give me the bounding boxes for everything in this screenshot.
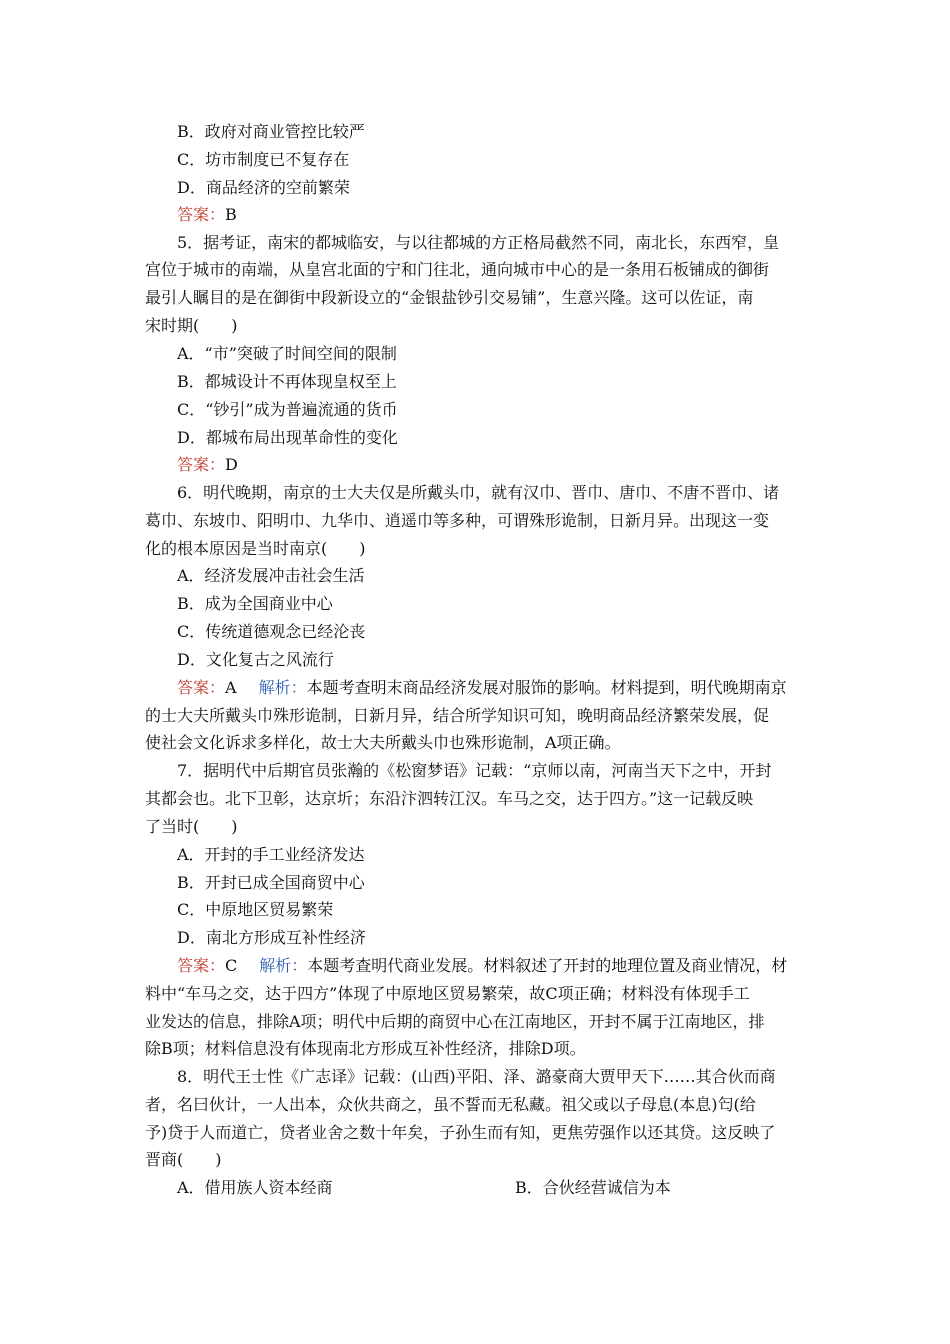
q7-stem-line-3: 了当时( ) <box>145 817 238 836</box>
q7-option-a: A．开封的手工业经济发达 <box>177 845 365 864</box>
q8-stem-line-2: 者，名曰伙计，一人出本，众伙共商之，虽不誓而无私藏。祖父或以子母息(本息)匄(给 <box>145 1095 756 1114</box>
analysis-text: 本题考查明代商业发展。材料叙述了开封的地理位置及商业情况，材 <box>307 956 788 975</box>
analysis-label: 解析： <box>259 956 308 975</box>
q7-analysis-line-3: 业发达的信息，排除A项；明代中后期的商贸中心在江南地区，开封不属于江南地区，排 <box>145 1012 765 1031</box>
q7-analysis-line-4: 除B项；材料信息没有体现南北方形成互补性经济，排除D项。 <box>145 1039 586 1058</box>
q4-option-d: D．商品经济的空前繁荣 <box>177 178 350 197</box>
q6-option-d: D．文化复古之风流行 <box>177 650 334 669</box>
q5-stem-line-4: 宋时期( ) <box>145 316 238 335</box>
q6-option-b: B．成为全国商业中心 <box>177 594 333 613</box>
q6-stem-line-2: 葛巾、东坡巾、阳明巾、九华巾、逍遥巾等多种，可谓殊形诡制，日新月异。出现这一变 <box>145 511 770 530</box>
q7-stem-line-2: 其都会也。北下卫彰，达京圻；东沿汴泗转江汉。车马之交，达于四方。”这一记载反映 <box>145 789 754 808</box>
q8-stem-line-1: 8．明代王士性《广志译》记载：(山西)平阳、泽、潞豪商大贾甲天下……其合伙而商 <box>177 1067 776 1086</box>
analysis-label: 解析： <box>258 678 307 697</box>
q8-stem-line-4: 晋商( ) <box>145 1150 222 1169</box>
answer-label: 答案： <box>177 678 226 697</box>
q5-option-a: A．“市”突破了时间空间的限制 <box>177 344 397 363</box>
q8-stem-line-3: 予)贷于人而道亡，贷者业舍之数十年矣，子孙生而有知，更焦劳强作以还其贷。这反映了 <box>145 1123 776 1142</box>
q7-analysis-line-2: 料中“车马之交，达于四方”体现了中原地区贸易繁荣，故C项正确；材料没有体现手工 <box>145 984 750 1003</box>
answer-value: A <box>225 678 237 697</box>
answer-value: C <box>225 956 238 975</box>
q5-option-c: C．“钞引”成为普遍流通的货币 <box>177 400 398 419</box>
answer-value: D <box>225 455 238 474</box>
q5-option-b: B．都城设计不再体现皇权至上 <box>177 372 397 391</box>
answer-label: 答案： <box>177 455 226 474</box>
q6-analysis-line-3: 使社会文化诉求多样化，故士大夫所戴头巾也殊形诡制，A项正确。 <box>145 733 621 752</box>
answer-label: 答案： <box>177 956 226 975</box>
answer-label: 答案： <box>177 205 226 224</box>
q6-stem-line-3: 化的根本原因是当时南京( ) <box>145 539 366 558</box>
q6-option-a: A．经济发展冲击社会生活 <box>177 566 365 585</box>
q7-option-b: B．开封已成全国商贸中心 <box>177 873 365 892</box>
q4-option-c: C．坊市制度已不复存在 <box>177 150 350 169</box>
q4-answer <box>177 205 810 225</box>
q5-stem-line-2: 宫位于城市的南端，从皇宫北面的宁和门往北，通向城市中心的是一条用石板铺成的御街 <box>145 260 770 279</box>
q5-option-d: D．都城布局出现革命性的变化 <box>177 428 398 447</box>
q8-option-b: B．合伙经营诚信为本 <box>515 1178 671 1197</box>
q5-stem-line-1: 5．据考证，南宋的都城临安，与以往都城的方正格局截然不同，南北长，东西窄，皇 <box>177 233 780 252</box>
q6-answer-analysis <box>177 678 810 698</box>
q7-stem-line-1: 7．据明代中后期官员张瀚的《松窗梦语》记载：“京师以南，河南当天下之中，开封 <box>177 761 772 780</box>
q4-option-b: B．政府对商业管控比较严 <box>177 122 365 141</box>
q8-option-a: A．借用族人资本经商 <box>177 1178 333 1197</box>
q7-option-c: C．中原地区贸易繁荣 <box>177 900 334 919</box>
analysis-text: 本题考查明末商品经济发展对服饰的影响。材料提到，明代晚期南京 <box>306 678 787 697</box>
q6-analysis-line-2: 的士大夫所戴头巾殊形诡制，日新月异，结合所学知识可知，晚明商品经济繁荣发展，促 <box>145 706 770 725</box>
q5-answer <box>177 455 810 475</box>
q7-answer-analysis <box>177 956 810 976</box>
q7-option-d: D．南北方形成互补性经济 <box>177 928 366 947</box>
answer-value: B <box>225 205 237 224</box>
q5-stem-line-3: 最引人瞩目的是在御街中段新设立的“金银盐钞引交易铺”，生意兴隆。这可以佐证，南 <box>145 288 754 307</box>
q6-stem-line-1: 6．明代晚期，南京的士大夫仅是所戴头巾，就有汉巾、晋巾、唐巾、不唐不晋巾、诸 <box>177 483 780 502</box>
q6-option-c: C．传统道德观念已经沦丧 <box>177 622 366 641</box>
q8-options-row <box>177 1178 810 1198</box>
